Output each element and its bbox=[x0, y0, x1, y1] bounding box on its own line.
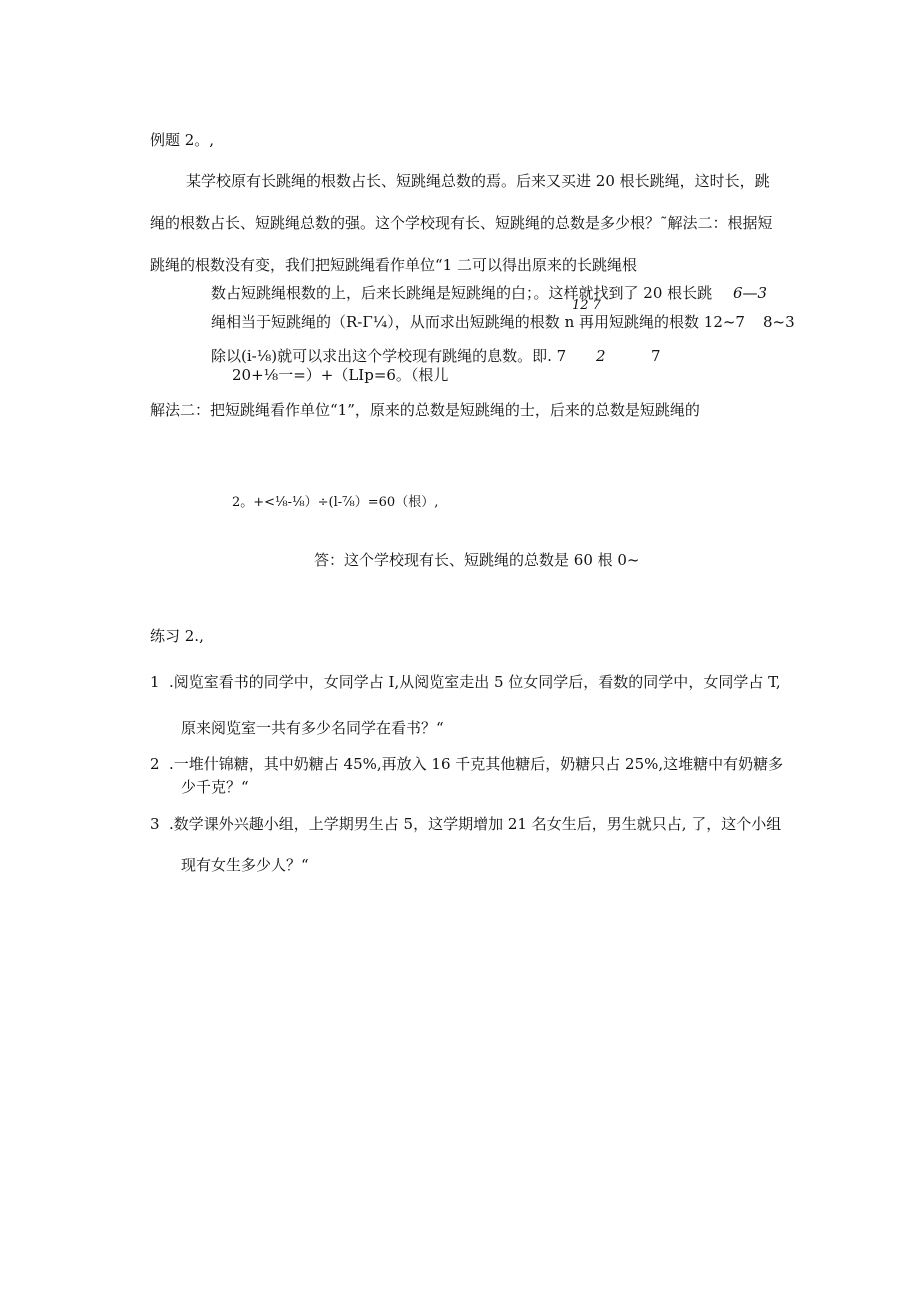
item-text-line-2: 原来阅览室一共有多少名同学在看书？“ bbox=[181, 719, 444, 737]
margin-mark-ratio: 8~3 bbox=[763, 313, 795, 331]
item-text-line-2: 少千克？“ bbox=[181, 778, 249, 796]
item-text-line-2: 现有女生多少人？“ bbox=[181, 856, 309, 874]
solution-line-3: 除以(i-⅛)就可以求出这个学校现有跳绳的息数。即. 7 bbox=[211, 347, 567, 365]
item-number: 2 bbox=[150, 755, 160, 773]
solution-line-2: 绳相当于短跳绳的（R-Γ¼），从而求出短跳绳的根数 n 再用短跳绳的根数 12~7 bbox=[211, 313, 745, 331]
practice-heading: 练习 2., bbox=[150, 627, 204, 645]
margin-mark-fraction: 6—3 bbox=[733, 284, 768, 302]
margin-mark-seven: 7 bbox=[651, 347, 661, 365]
margin-mark-denominator: 12 7 bbox=[572, 298, 601, 313]
method-two-line: 解法二：把短跳绳看作单位“1”，原来的总数是短跳绳的士，后来的总数是短跳绳的 bbox=[150, 401, 700, 419]
example-heading: 例题 2。, bbox=[150, 131, 215, 149]
margin-mark-two: 2 bbox=[596, 347, 606, 365]
problem-line-3: 跳绳的根数没有变，我们把短跳绳看作单位“1 二可以得出原来的长跳绳根 bbox=[150, 256, 637, 274]
item-text-line-1: .阅览室看书的同学中，女同学占 I,从阅览室走出 5 位女同学后，看数的同学中，女同学占 T, bbox=[169, 673, 781, 691]
answer-line: 答：这个学校现有长、短跳绳的总数是 60 根 0~ bbox=[314, 551, 640, 569]
item-number: 3 bbox=[150, 815, 160, 833]
solution-line-4: 20+⅛一=）+（LIp=6。（根儿 bbox=[232, 366, 449, 384]
problem-line-1: 某学校原有长跳绳的根数占长、短跳绳总数的焉。后来又买进 20 根长跳绳，这时长，跳 bbox=[186, 172, 770, 190]
method-two-formula: 2。+<⅛-⅛）÷(l-⅞）=60（根）, bbox=[232, 495, 439, 510]
solution-line-1: 数占短跳绳根数的上，后来长跳绳是短跳绳的白；。这样就找到了 20 根长跳 bbox=[211, 284, 713, 302]
item-number: 1 bbox=[150, 673, 160, 691]
item-text-line-1: .一堆什锦糖，其中奶糖占 45%,再放入 16 千克其他糖后，奶糖只占 25%,这堆糖中有奶糖多 bbox=[169, 755, 784, 773]
problem-line-2: 绳的根数占长、短跳绳总数的强。这个学校现有长、短跳绳的总数是多少根？˜解法二：根据短 bbox=[150, 214, 773, 232]
item-text-line-1: .数学课外兴趣小组，上学期男生占 5，这学期增加 21 名女生后，男生就只占, 了，这个小组 bbox=[169, 815, 782, 833]
